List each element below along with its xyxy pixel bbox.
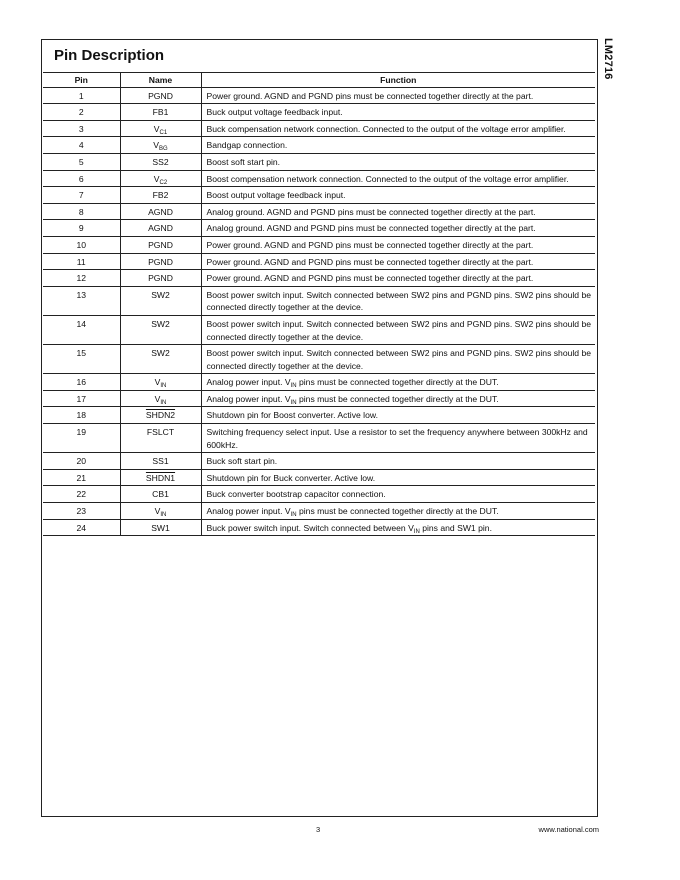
table-row [43, 137, 595, 154]
pin-number: 22 [43, 486, 120, 503]
pin-name: FSLCT [120, 424, 201, 453]
pin-name: SW2 [120, 315, 201, 344]
pin-number: 12 [43, 270, 120, 287]
pin-number: 11 [43, 253, 120, 270]
table-row [43, 453, 595, 470]
pin-number: 24 [43, 519, 120, 536]
pin-function: Boost power switch input. Switch connected between SW2 pins and PGND pins. SW2 pins should be connected directly together at the device. [201, 345, 595, 374]
table-row [43, 203, 595, 220]
pin-number: 20 [43, 453, 120, 470]
pin-name: SW1 [120, 519, 201, 536]
pin-name: $V_{IN}$ [120, 390, 201, 407]
table-header-row [43, 73, 595, 88]
table-row [43, 424, 595, 453]
pin-number: 9 [43, 220, 120, 237]
table-row [43, 486, 595, 503]
pin-name: PGND [120, 87, 201, 104]
pin-number: 21 [43, 469, 120, 486]
pin-name: SHDN1 [120, 469, 201, 486]
pin-function: Buck power switch input. Switch connected between $V_{IN}$ pins and SW1 pin. [201, 519, 595, 536]
table-row [43, 87, 595, 104]
pin-number: 4 [43, 137, 120, 154]
pin-function: Shutdown pin for Boost converter. Active low. [201, 407, 595, 424]
table-row [43, 187, 595, 204]
pin-function: Power ground. AGND and PGND pins must be connected together directly at the part. [201, 270, 595, 287]
pin-name: PGND [120, 253, 201, 270]
pin-name: $V_{IN}$ [120, 374, 201, 391]
pin-name: $V_{C1}$ [120, 120, 201, 137]
table-row [43, 253, 595, 270]
pin-name: $V_{IN}$ [120, 503, 201, 520]
table-row [43, 236, 595, 253]
table-row [43, 104, 595, 121]
table-row [43, 315, 595, 344]
pin-number: 7 [43, 187, 120, 204]
pin-number: 6 [43, 170, 120, 187]
pin-function: Boost soft start pin. [201, 153, 595, 170]
pin-name: PGND [120, 236, 201, 253]
pin-name: SS1 [120, 453, 201, 470]
pin-number: 13 [43, 286, 120, 315]
pin-name: AGND [120, 203, 201, 220]
pin-function: Analog ground. AGND and PGND pins must be connected together directly at the part. [201, 220, 595, 237]
pin-number: 17 [43, 390, 120, 407]
table-row [43, 469, 595, 486]
pin-function: Shutdown pin for Buck converter. Active low. [201, 469, 595, 486]
pin-number: 23 [43, 503, 120, 520]
table-row [43, 519, 595, 536]
pin-function: Buck converter bootstrap capacitor connection. [201, 486, 595, 503]
pin-description-table [43, 72, 595, 536]
pin-number: 8 [43, 203, 120, 220]
pin-function: Boost output voltage feedback input. [201, 187, 595, 204]
pin-name: FB2 [120, 187, 201, 204]
pin-number: 5 [43, 153, 120, 170]
pin-name: AGND [120, 220, 201, 237]
table-row [43, 153, 595, 170]
table-row [43, 390, 595, 407]
pin-number: 1 [43, 87, 120, 104]
pin-function: Boost power switch input. Switch connected between SW2 pins and PGND pins. SW2 pins should be connected directly together at the device. [201, 286, 595, 315]
pin-number: 10 [43, 236, 120, 253]
page-number: 3 [316, 825, 321, 834]
pin-function: Boost compensation network connection. Connected to the output of the voltage error amplifier. [201, 170, 595, 187]
table-row [43, 120, 595, 137]
pin-number: 16 [43, 374, 120, 391]
pin-function: Buck soft start pin. [201, 453, 595, 470]
pin-name: SHDN2 [120, 407, 201, 424]
pin-function: Analog power input. $V_{IN}$ pins must be connected together directly at the DUT. [201, 503, 595, 520]
pin-function: Buck compensation network connection. Connected to the output of the voltage error amplifier. [201, 120, 595, 137]
table-row [43, 220, 595, 237]
section-title: Pin Description [54, 47, 165, 64]
pin-function: Power ground. AGND and PGND pins must be connected together directly at the part. [201, 236, 595, 253]
pin-function: Bandgap connection. [201, 137, 595, 154]
table-row [43, 503, 595, 520]
pin-number: 19 [43, 424, 120, 453]
pin-number: 3 [43, 120, 120, 137]
table-row [43, 270, 595, 287]
table-row [43, 407, 595, 424]
pin-name: SS2 [120, 153, 201, 170]
pin-number: 15 [43, 345, 120, 374]
pin-number: 2 [43, 104, 120, 121]
table-row [43, 374, 595, 391]
pin-function: Analog ground. AGND and PGND pins must be connected together directly at the part. [201, 203, 595, 220]
part-number-label: LM2716 [602, 38, 614, 80]
pin-name: $V_{C2}$ [120, 170, 201, 187]
pin-number: 14 [43, 315, 120, 344]
pin-function: Analog power input. $V_{IN}$ pins must be connected together directly at the DUT. [201, 390, 595, 407]
header-function: Function [201, 73, 595, 88]
pin-name: CB1 [120, 486, 201, 503]
header-pin: Pin [43, 73, 120, 88]
pin-function: Power ground. AGND and PGND pins must be connected together directly at the part. [201, 87, 595, 104]
table-row [43, 286, 595, 315]
pin-function: Switching frequency select input. Use a resistor to set the frequency anywhere between 300kHz and 600kHz. [201, 424, 595, 453]
pin-name: SW2 [120, 286, 201, 315]
pin-name: PGND [120, 270, 201, 287]
pin-name: FB1 [120, 104, 201, 121]
table-row [43, 345, 595, 374]
footer-url: www.national.com [538, 825, 599, 834]
header-name: Name [120, 73, 201, 88]
pin-function: Buck output voltage feedback input. [201, 104, 595, 121]
table-row [43, 170, 595, 187]
pin-name: $V_{BG}$ [120, 137, 201, 154]
pin-number: 18 [43, 407, 120, 424]
pin-function: Boost power switch input. Switch connected between SW2 pins and PGND pins. SW2 pins should be connected directly together at the device. [201, 315, 595, 344]
pin-function: Power ground. AGND and PGND pins must be connected together directly at the part. [201, 253, 595, 270]
pin-name: SW2 [120, 345, 201, 374]
pin-function: Analog power input. $V_{IN}$ pins must be connected together directly at the DUT. [201, 374, 595, 391]
